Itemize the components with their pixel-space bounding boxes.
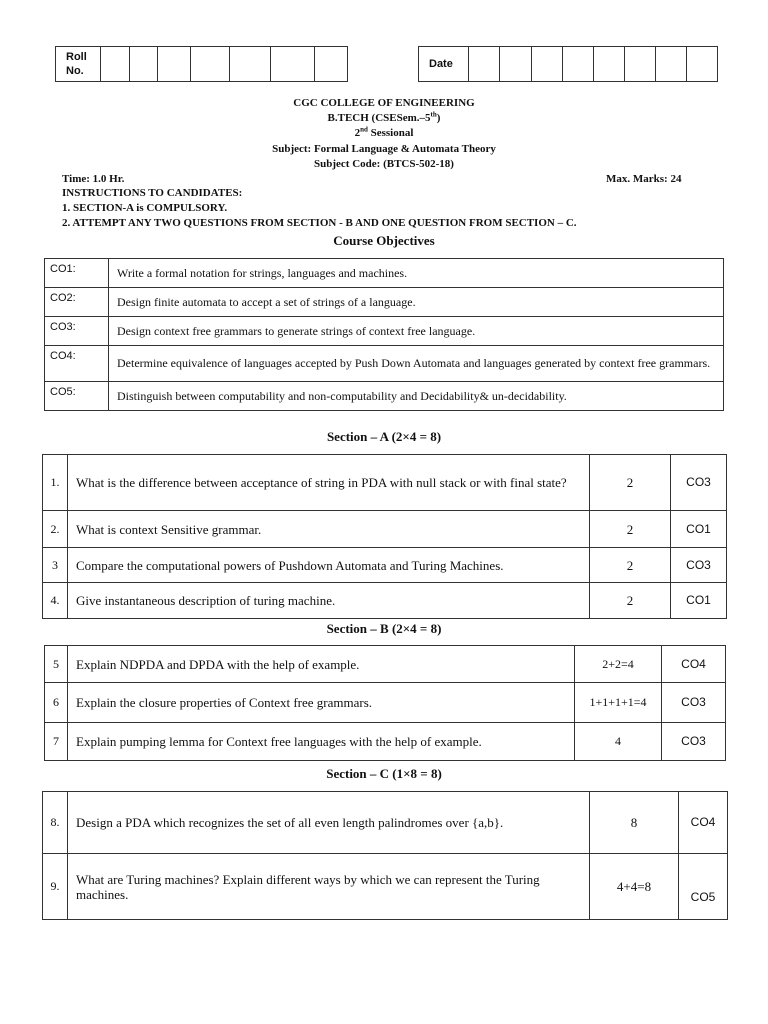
subject-code-line: Subject Code: (BTCS-502-18) [314,158,454,170]
roll-digit-cell[interactable] [129,47,158,82]
question-co: CO3 [671,455,727,511]
date-digit-cell[interactable] [469,47,500,82]
question-co: CO1 [671,583,727,619]
question-text: Explain pumping lemma for Context free languages with the help of example. [68,723,575,761]
question-text: Design a PDA which recognizes the set of all even length palindromes over {a,b}. [68,792,590,854]
co-row [45,259,724,288]
roll-label: Roll No. [56,47,101,82]
section-a-title: Section – A (2×4 = 8) [326,429,442,444]
date-digit-cell[interactable] [500,47,531,82]
question-marks: 4 [575,723,662,761]
instruction-2: 2. ATTEMPT ANY TWO QUESTIONS FROM SECTION - B AND ONE QUESTION FROM SECTION – C. [62,217,577,229]
date-digit-cell[interactable] [686,47,717,82]
question-row [45,683,726,723]
co-code: CO5: [45,382,109,411]
course-objectives-table [44,258,724,411]
co-row [45,382,724,411]
sessional-line: 2nd Sessional [354,125,414,139]
question-co: CO3 [662,683,726,723]
question-text: What is context Sensitive grammar. [68,511,590,548]
co-row [45,288,724,317]
co-text: Determine equivalence of languages accepted by Push Down Automata and languages generated by context free grammars. [109,346,724,382]
question-row [43,792,728,854]
question-row [43,548,727,583]
question-number: 9. [43,854,68,920]
date-label: Date [419,47,469,82]
date-digit-cell[interactable] [655,47,686,82]
question-co: CO3 [662,723,726,761]
question-co: CO4 [679,792,728,854]
roll-digit-cell[interactable] [191,47,230,82]
question-number: 7 [45,723,68,761]
question-row [43,583,727,619]
question-row [43,854,728,920]
question-row [45,646,726,683]
date-digit-cell[interactable] [593,47,624,82]
date-box [418,46,718,82]
roll-digit-cell[interactable] [270,47,315,82]
instructions-title: INSTRUCTIONS TO CANDIDATES: [62,187,243,199]
question-text: Give instantaneous description of turing machine. [68,583,590,619]
question-number: 3 [43,548,68,583]
question-text: Explain the closure properties of Context free grammars. [68,683,575,723]
co-row [45,346,724,382]
date-digit-cell[interactable] [562,47,593,82]
question-number: 1. [43,455,68,511]
section-b-table [44,645,726,761]
question-co: CO1 [671,511,727,548]
date-digit-cell[interactable] [624,47,655,82]
section-c-title: Section – C (1×8 = 8) [326,766,442,781]
question-text: Compare the computational powers of Pushdown Automata and Turing Machines. [68,548,590,583]
section-a-table [42,454,727,619]
section-c-table [42,791,728,920]
question-number: 2. [43,511,68,548]
co-row [45,317,724,346]
question-co: CO5 [679,854,728,920]
question-marks: 4+4=8 [590,854,679,920]
question-co: CO3 [671,548,727,583]
max-marks: Max. Marks: 24 [606,173,682,185]
co-text: Design finite automata to accept a set of strings of a language. [109,288,724,317]
question-text: What are Turing machines? Explain different ways by which we can represent the Turing machines. [68,854,590,920]
co-text: Distinguish between computability and non-computability and Decidability& un-decidability. [109,382,724,411]
section-b-title: Section – B (2×4 = 8) [326,621,442,636]
college-name: CGC COLLEGE OF ENGINEERING [293,97,475,109]
question-text: What is the difference between acceptance of string in PDA with null stack or with final state? [68,455,590,511]
question-text: Explain NDPDA and DPDA with the help of example. [68,646,575,683]
question-marks: 8 [590,792,679,854]
co-code: CO4: [45,346,109,382]
question-number: 8. [43,792,68,854]
date-digit-cell[interactable] [531,47,562,82]
question-row [43,455,727,511]
subject-line: Subject: Formal Language & Automata Theory [272,143,496,155]
question-number: 6 [45,683,68,723]
roll-digit-cell[interactable] [100,47,129,82]
question-marks: 2 [590,548,671,583]
question-marks: 2 [590,455,671,511]
question-marks: 2 [590,583,671,619]
question-row [45,723,726,761]
instruction-1: 1. SECTION-A is COMPULSORY. [62,202,228,214]
co-code: CO2: [45,288,109,317]
roll-digit-cell[interactable] [315,47,348,82]
roll-digit-cell[interactable] [229,47,270,82]
roll-digit-cell[interactable] [158,47,191,82]
question-row [43,511,727,548]
exam-time: Time: 1.0 Hr. [62,173,125,185]
roll-number-box [55,46,348,82]
co-code: CO1: [45,259,109,288]
question-co: CO4 [662,646,726,683]
question-marks: 2 [590,511,671,548]
course-objectives-title: Course Objectives [333,233,435,248]
co-text: Write a formal notation for strings, languages and machines. [109,259,724,288]
question-number: 4. [43,583,68,619]
co-text: Design context free grammars to generate strings of context free language. [109,317,724,346]
co-code: CO3: [45,317,109,346]
question-number: 5 [45,646,68,683]
question-marks: 2+2=4 [575,646,662,683]
question-marks: 1+1+1+1=4 [575,683,662,723]
course-line: B.TECH (CSESem.–5th) [327,110,441,124]
